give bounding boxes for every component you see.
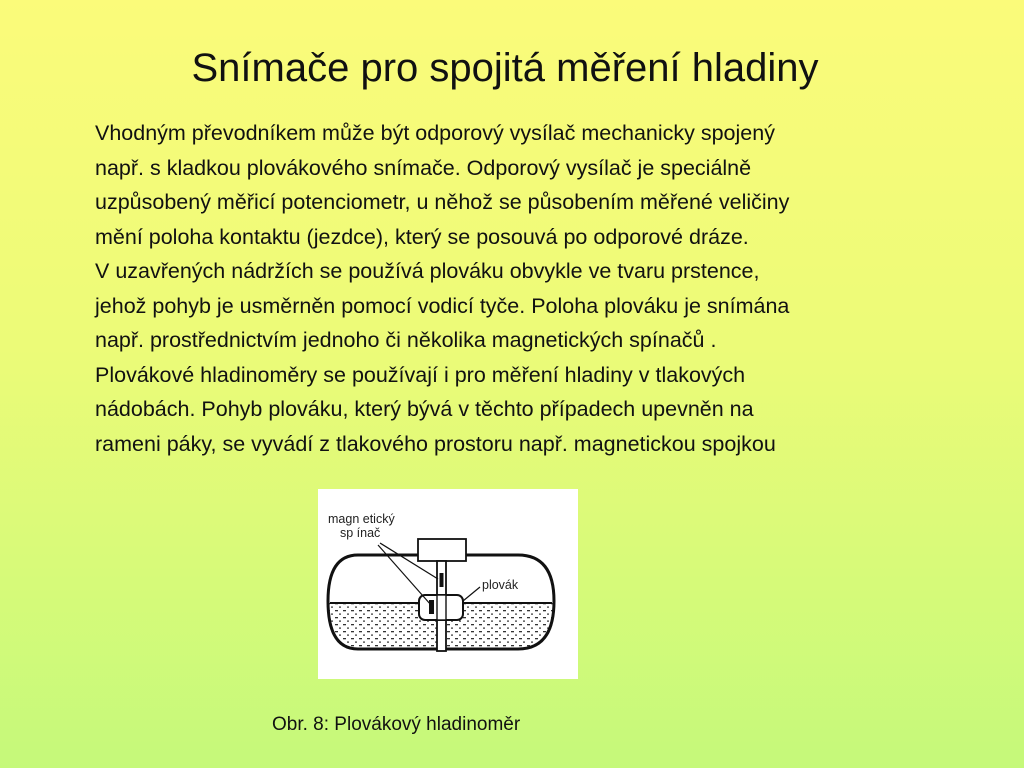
slide-title: Snímače pro spojitá měření hladiny xyxy=(191,46,819,90)
body-text xyxy=(95,116,955,461)
float-gauge-diagram xyxy=(318,489,578,679)
magnetic-switch-lower xyxy=(429,600,434,614)
paragraph-pressure-vessels: Plovákové hladinoměry se používají i pro měření hladiny v tlakových nádobách. Pohyb plováku, který bývá v těchto případech upevněn na rameni páky, se vyvádí z tlakového prostoru např. magnetickou spojkou xyxy=(95,362,776,456)
switch-housing xyxy=(418,539,466,561)
float-rod-segment xyxy=(437,595,446,620)
label-float: plovák xyxy=(482,578,519,592)
magnetic-switch-upper xyxy=(440,573,444,587)
figure-caption: Obr. 8: Plovákový hladinoměr xyxy=(272,714,521,735)
float-level-gauge-figure xyxy=(318,489,578,679)
paragraph-resistive-transmitter: Vhodným převodníkem může být odporový vysílač mechanicky spojený např. s kladkou plovákového snímače. Odporový vysílač je speciálně uzpůsobený měřicí potenciometr, u něhož se působením měřené veličiny mění poloha kontaktu (jezdce), který se posouvá po odporové dráze. xyxy=(95,121,790,249)
float-leader-line xyxy=(463,587,480,601)
paragraph-closed-tanks: V uzavřených nádržích se používá plováku obvykle ve tvaru prstence, jehož pohyb je usměrněn pomocí vodicí tyče. Poloha plováku je snímána např. prostřednictvím jednoho či několika magnetických spínačů . xyxy=(95,259,790,352)
label-magnetic-switch-line1: magn etický xyxy=(328,512,395,526)
label-magnetic-switch-line2: sp ínač xyxy=(340,526,381,540)
